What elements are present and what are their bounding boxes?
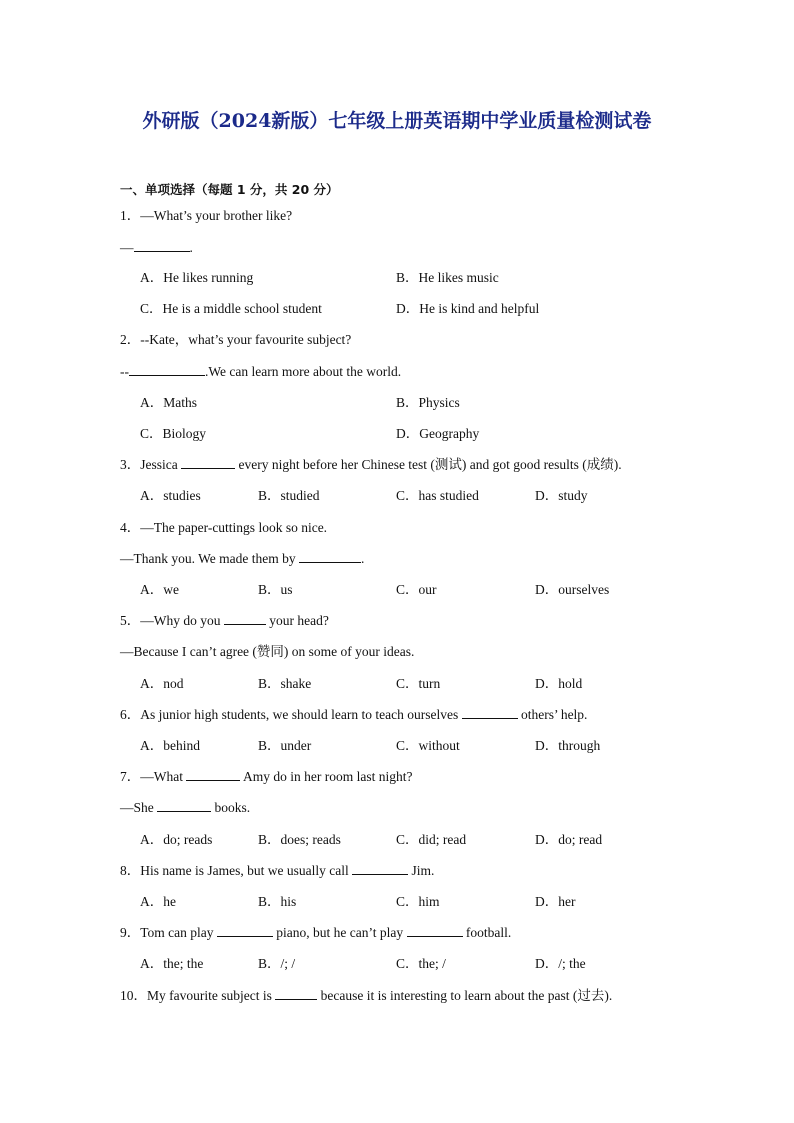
question-2-stem: 2．--Kate，what’s your favourite subject?: [120, 332, 352, 347]
question-1-option-b[interactable]: B．He likes music: [396, 270, 499, 285]
question-4-option-d[interactable]: D．ourselves: [535, 582, 610, 597]
question-9-option-d[interactable]: D．/; the: [535, 956, 586, 971]
question-1-option-a[interactable]: A．He likes running: [140, 270, 254, 285]
question-9-option-b[interactable]: B．/; /: [258, 956, 296, 971]
question-3-option-b[interactable]: B．studied: [258, 488, 320, 503]
question-1-answer-line: — .: [120, 240, 193, 255]
question-7-stem: 7．—What Amy do in her room last night?: [120, 769, 413, 784]
question-7-option-a[interactable]: A．do; reads: [140, 832, 213, 847]
question-9-stem: 9．Tom can play piano, but he can’t play football.: [120, 925, 512, 940]
question-2-option-c[interactable]: C．Biology: [140, 426, 207, 441]
question-7-option-c[interactable]: C．did; read: [396, 832, 467, 847]
question-6-option-b[interactable]: B．under: [258, 738, 312, 753]
answer-blank[interactable]: [275, 987, 317, 1000]
question-4-option-c[interactable]: C．our: [396, 582, 437, 597]
question-8-stem: 8．His name is James, but we usually call Jim.: [120, 863, 435, 878]
question-7-option-d[interactable]: D．do; read: [535, 832, 603, 847]
answer-blank[interactable]: [186, 768, 240, 781]
question-8-option-c[interactable]: C．him: [396, 894, 440, 909]
question-9-option-c[interactable]: C．the; /: [396, 956, 446, 971]
question-2-option-a[interactable]: A．Maths: [140, 395, 197, 410]
question-4-stem: 4．—The paper-cuttings look so nice.: [120, 520, 328, 535]
answer-blank[interactable]: [157, 799, 211, 812]
question-5-stem: 5．—Why do you your head?: [120, 613, 329, 628]
answer-blank[interactable]: [462, 706, 518, 719]
question-2-answer-line: -- .We can learn more about the world.: [120, 364, 402, 379]
answer-blank[interactable]: [181, 456, 235, 469]
answer-blank[interactable]: [129, 363, 205, 376]
question-6-option-c[interactable]: C．without: [396, 738, 460, 753]
question-3-option-a[interactable]: A．studies: [140, 488, 201, 503]
question-10-stem: 10．My favourite subject is because it is interesting to learn about the past (过去).: [120, 988, 613, 1003]
question-3-option-c[interactable]: C．has studied: [396, 488, 479, 503]
question-3-stem: 3．Jessica every night before her Chinese test (测试) and got good results (成绩).: [120, 457, 622, 472]
page-title: 外研版（2024新版）七年级上册英语期中学业质量检测试卷: [142, 110, 652, 132]
question-7-response: —She books.: [120, 800, 251, 815]
question-2-option-b[interactable]: B．Physics: [396, 395, 460, 410]
answer-blank[interactable]: [224, 612, 266, 625]
question-5-option-a[interactable]: A．nod: [140, 676, 184, 691]
question-5-option-b[interactable]: B．shake: [258, 676, 312, 691]
question-1-stem: 1．—What’s your brother like?: [120, 208, 293, 223]
section-heading: 一、单项选择（每题 1 分，共 20 分）: [120, 182, 339, 197]
question-6-stem: 6．As junior high students, we should learn to teach ourselves others’ help.: [120, 707, 588, 722]
answer-blank[interactable]: [299, 550, 361, 563]
question-8-option-a[interactable]: A．he: [140, 894, 176, 909]
answer-blank[interactable]: [407, 924, 463, 937]
question-4-answer-line: —Thank you. We made them by .: [120, 551, 365, 566]
question-4-option-a[interactable]: A．we: [140, 582, 179, 597]
answer-blank[interactable]: [352, 862, 408, 875]
question-8-option-b[interactable]: B．his: [258, 894, 297, 909]
question-6-option-d[interactable]: D．through: [535, 738, 601, 753]
question-1-option-c[interactable]: C．He is a middle school student: [140, 301, 322, 316]
answer-blank[interactable]: [217, 924, 273, 937]
question-2-option-d[interactable]: D．Geography: [396, 426, 480, 441]
question-5-response: —Because I can’t agree (赞同) on some of your ideas.: [120, 644, 415, 659]
question-5-option-c[interactable]: C．turn: [396, 676, 441, 691]
question-8-option-d[interactable]: D．her: [535, 894, 576, 909]
answer-blank[interactable]: [134, 239, 190, 252]
question-5-option-d[interactable]: D．hold: [535, 676, 583, 691]
question-6-option-a[interactable]: A．behind: [140, 738, 200, 753]
question-1-option-d[interactable]: D．He is kind and helpful: [396, 301, 540, 316]
question-3-option-d[interactable]: D．study: [535, 488, 588, 503]
question-7-option-b[interactable]: B．does; reads: [258, 832, 341, 847]
question-4-option-b[interactable]: B．us: [258, 582, 293, 597]
question-9-option-a[interactable]: A．the; the: [140, 956, 204, 971]
